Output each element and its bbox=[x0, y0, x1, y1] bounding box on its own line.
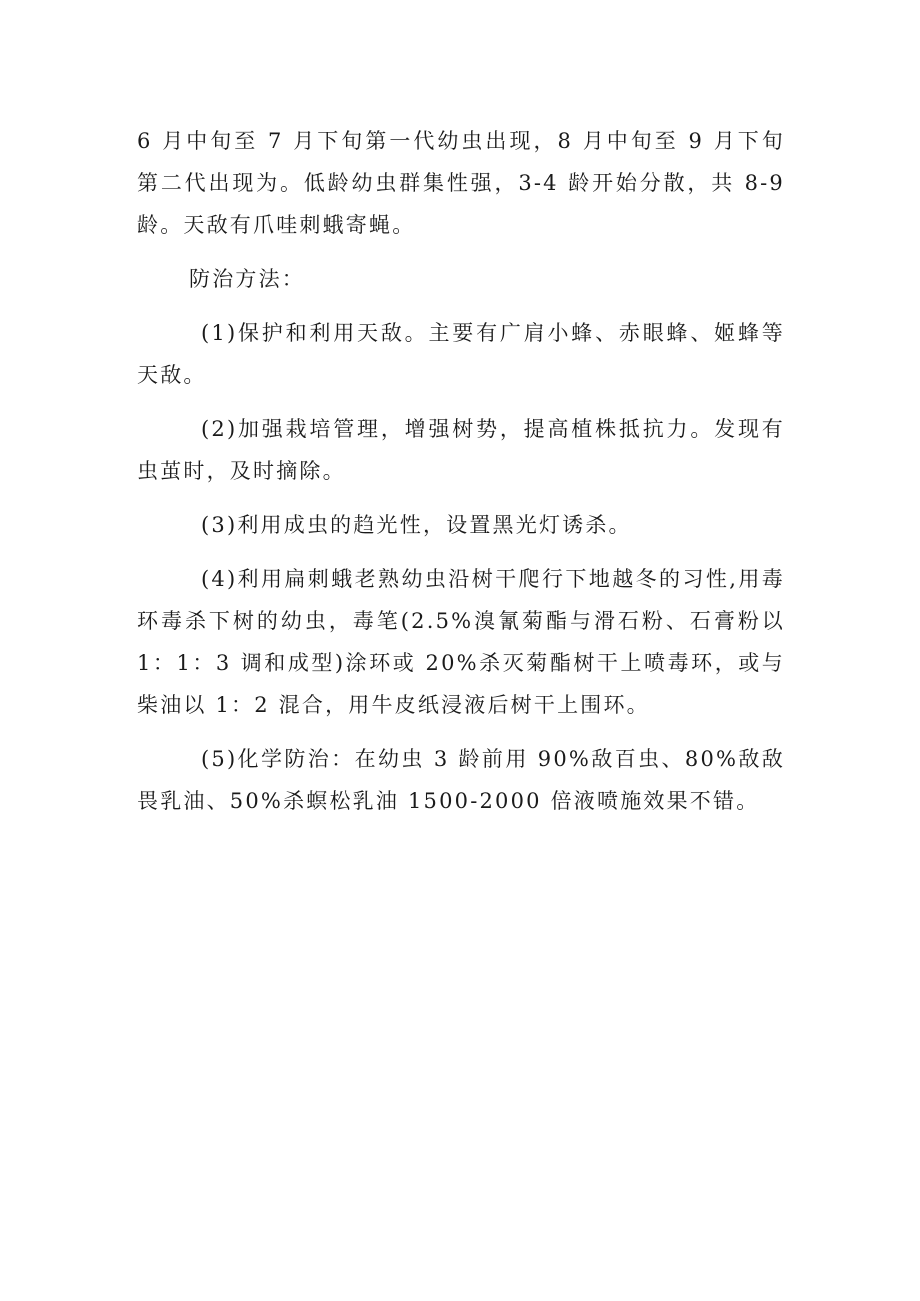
control-item-3: (3)利用成虫的趋光性，设置黑光灯诱杀。 bbox=[201, 513, 632, 537]
control-methods-heading: 防治方法： bbox=[189, 267, 305, 291]
control-item-2: (2)加强栽培管理，增强树势，提高植株抵抗力。发现有虫茧时，及时摘除。 bbox=[137, 417, 785, 483]
control-item-5: (5)化学防治：在幼虫 3 龄前用 90%敌百虫、80%敌敌畏乳油、50%杀螟松乳油 1500-2000 倍液喷施效果不错。 bbox=[137, 747, 785, 813]
intro-paragraph: 6 月中旬至 7 月下旬第一代幼虫出现，8 月中旬至 9 月下旬第二代出现为。低龄幼虫群集性强，3-4 龄开始分散，共 8-9 龄。天敌有爪哇刺蛾寄蝇。 bbox=[137, 129, 785, 237]
control-item-1: (1)保护和利用天敌。主要有广肩小蜂、赤眼蜂、姬蜂等天敌。 bbox=[137, 321, 785, 387]
document-body bbox=[137, 120, 785, 834]
control-item-4: (4)利用扁刺蛾老熟幼虫沿树干爬行下地越冬的习性,用毒环毒杀下树的幼虫，毒笔(2.5%溴氰菊酯与滑石粉、石膏粉以 1：1：3 调和成型)涂环或 20%杀灭菊酯树干上喷毒环，或与柴油以 1：2 混合，用牛皮纸浸液后树干上围环。 bbox=[137, 567, 785, 717]
